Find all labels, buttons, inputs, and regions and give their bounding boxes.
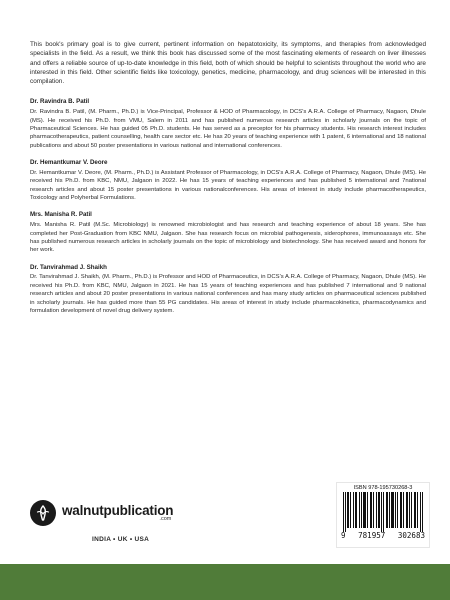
author-block — [30, 264, 426, 316]
author-name: Dr. Tanvirahmad J. Shaikh — [30, 263, 107, 271]
author-bio: Dr. Ravindra B. Patil, (M. Pharm., Ph.D.) is Vice-Principal, Professor & HOD of Pharmacology, in DCS's A.R.A. College of Pharmacy, Nagaon, Dhule (MS). He received his Ph.D. from VMU, Salem in 2011 and has published numerous research articles in scholarly journals on the topic of Pharmaceutical Sciences. He has guided 05 Ph.D. students. He has served as a preceptor for his pharmacy students. His research interest includes pharmacotherapeutics, patient counselling, health care sector etc. He has 20 years of teaching experience with 1 patent, 6 international and 18 national publications and about 50 poster presentations in various national and international conferences. — [30, 109, 426, 149]
author-name: Dr. Ravindra B. Patil — [30, 98, 90, 106]
author-name: Dr. Hemantkumar V. Deore — [30, 159, 108, 167]
walnut-logo-icon — [30, 500, 56, 526]
publisher-regions: INDIA • UK • USA — [92, 536, 150, 543]
author-bio: Dr. Hemantkumar V. Deore, (M. Pharm., Ph.D.) is Assistant Professor of Pharmacology, in DCS's A.R.A. College of Pharmacy, Nagaon, Dhule (MS). He received his Ph.D. from KBC, NMU, Jalgaon in 2022. He has 15 years of teaching experiences and has published 5 international and 7national research articles and about 15 poster presentations in various nationalconferences. His areas of interest in study include pharmacotherapeutics, Toxicology and Polyherbal Formulations. — [30, 169, 426, 201]
isbn-label: ISBN 978-195730268-3 — [353, 485, 413, 491]
publisher-block — [30, 500, 220, 543]
back-cover-text — [30, 40, 426, 324]
barcode — [341, 492, 425, 532]
author-name: Mrs. Manisha R. Patil — [30, 211, 92, 219]
author-bio: Dr. Tanvirahmad J. Shaikh, (M. Pharm., Ph.D.) is Professor and HOD of Pharmaceutics, in DCS's A.R.A. College of Pharmacy, Nagaon, Dhule (MS). He received his Ph.D. from KBC, NMU, Jalgaon in 2021. He has 15 years of teaching experiences and has published 7 international and 9 national research articles and about 20 poster presentations in various national conferences and has many study articles on pharmaceutical sciences published in scholarly journals. He has guided more than 55 PG candidates. His areas of interest in study include pharmacokinetics, pharmacodynamics and formulation development of novel drug delivery system. — [30, 274, 426, 314]
barcode-digit-group: 302683 — [397, 531, 425, 540]
publisher-name: walnutpublication — [62, 502, 174, 518]
author-block — [30, 98, 426, 150]
book-description: This book's primary goal is to give current, pertinent information on hepatotoxicity, its symptoms, and therapies from acknowledged specialists in the field. As a result, we think this book has discussed some of the most fascinating elements of research on liver illnesses and offers a reliable source of up-to-date knowledge in this field, both of which should be helpful to scientists throughout the world who are interested in this field. Other scientific fields like toxicology, genetics, medicine, pharmacology, and drug sciences will be interested in this compilation. — [30, 41, 426, 86]
publisher-logo — [30, 500, 220, 526]
barcode-digit-group: 781957 — [358, 531, 386, 540]
author-block — [30, 159, 426, 202]
bottom-color-band — [0, 564, 450, 600]
barcode-digit-group: 9 — [341, 531, 346, 540]
author-block — [30, 211, 426, 254]
publisher-domain: .com — [159, 516, 172, 522]
barcode-digits — [341, 532, 425, 540]
isbn-barcode-box — [336, 482, 430, 548]
author-bio: Mrs. Manisha R. Patil (M.Sc. Microbiology) is renowned microbiologist and has research and teaching experience of about 18 years. She has completed her Post-Graduation from KBC NMU, Jalgaon. She has research focus on microbial pathogenesis, siderophores, immunoassays etc. She has published numerous research articles in scholarly journals on the topic of microbiology and biotechnology. She has received award and honors for her work. — [30, 222, 426, 254]
